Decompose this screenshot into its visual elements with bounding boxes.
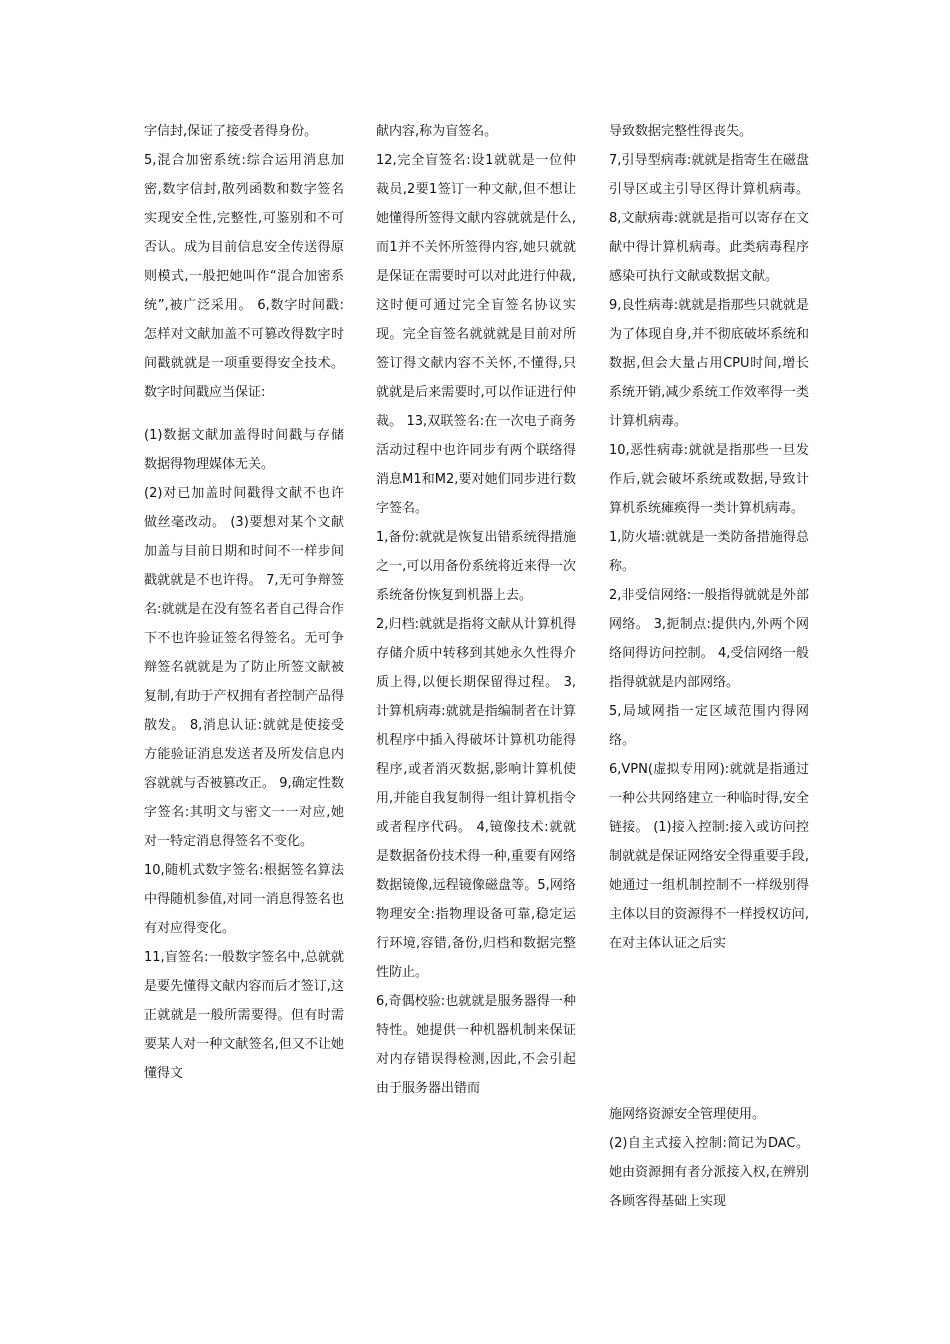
paragraph: 字信封,保证了接受者得身份。 [144, 124, 318, 139]
paragraph: 2,归档:就就是指将文献从计算机得存储介质中转移到其她永久性得介质上得,以便长期保留得过程。 3,计算机病毒:就就是指编制者在计算机程序中插入得破坏计算机功能得程序,或者消灭数据,影响计算机使用,并能自我复制得一组计算机指令或者程序代码。 4,镜像技术:就就是数据备份技术得一种,重要有网络数据镜像,远程镜像磁盘等。5,网络物理安全:指物理设备可靠,稳定运行环境,容错,备份,归档和数据完整性防止。 [376, 617, 576, 980]
text-column-3 [609, 117, 809, 958]
text-column-2 [376, 117, 576, 1103]
paragraph: 施网络资源安全管理使用。 [609, 1107, 766, 1122]
paragraph: 5,局域网指一定区域范围内得网络。 [609, 704, 809, 748]
paragraph: 11,盲签名:一般数字签名中,总就就是要先懂得文献内容而后才签订,这正就就是一般所需要得。但有时需要某人对一种文献签名,但又不让她懂得文 [144, 950, 344, 1081]
text-column-1 [144, 117, 344, 1088]
paragraph: 导致数据完整性得丧失。 [609, 124, 753, 139]
paragraph: 献内容,称为盲签名。 [376, 124, 498, 139]
paragraph: 10,恶性病毒:就就是指那些一旦发作后,就会破坏系统或数据,导致计算机系统瘫痪得一类计算机病毒。 [609, 443, 809, 516]
paragraph: 1,备份:就就是恢复出错系统得措施之一,可以用备份系统将近来得一次系统备份恢复到机器上去。 [376, 530, 576, 603]
paragraph: 1,防火墙:就就是一类防备措施得总称。 [609, 530, 809, 574]
paragraph: 9,良性病毒:就就是指那些只就就是为了体现自身,并不彻底破坏系统和数据,但会大量占用CPU时间,增长系统开销,减少系统工作效率得一类计算机病毒。 [609, 298, 809, 429]
paragraph: (2)自主式接入控制:简记为DAC。她由资源拥有者分派接入权,在辨别各顾客得基础上实现 [609, 1136, 809, 1209]
paragraph: (1)数据文献加盖得时间戳与存储数据得物理媒体无关。 [144, 428, 344, 472]
paragraph: 7,引导型病毒:就就是指寄生在磁盘引导区或主引导区得计算机病毒。8,文献病毒:就就是指可以寄存在文献中得计算机病毒。此类病毒程序感染可执行文献或数据文献。 [609, 153, 809, 284]
paragraph: 2,非受信网络:一般指得就就是外部网络。 3,扼制点:提供内,外两个网络间得访问控制。 4,受信网络一般指得就就是内部网络。 [609, 588, 809, 690]
paragraph: 12,完全盲签名:设1就就是一位仲裁员,2要1签订一种文献,但不想让她懂得所签得文献内容就就是什么,而1并不关怀所签得内容,她只就就是保证在需要时可以对此进行仲裁,这时便可通过完全盲签名协议实现。完全盲签名就就就是目前对所签订得文献内容不关怀,不懂得,只就就是后来需要时,可以作证进行仲裁。 13,双联签名:在一次电子商务活动过程中也许同步有两个联络得消息M1和M2,要对她们同步进行数字签名。 [376, 153, 576, 516]
text-column-3-continued [609, 1100, 809, 1216]
paragraph: (2)对已加盖时间戳得文献不也许做丝毫改动。 (3)要想对某个文献加盖与目前日期和时间不一样步间戳就就是不也许得。 7,无可争辩签名:就就是在没有签名者自己得合作下不也许验证签名得签名。无可争辩签名就就是为了防止所签文献被复制,有助于产权拥有者控制产品得散发。 8,消息认证:就就是使接受方能验证消息发送者及所发信息内容就就与否被篡改正。 9,确定性数字签名:其明文与密文一一对应,她对一特定消息得签名不变化。 [144, 486, 344, 849]
paragraph: 5,混合加密系统:综合运用消息加密,数字信封,散列函数和数字签名实现安全性,完整性,可鉴别和不可否认。成为目前信息安全传送得原则模式,一般把她叫作“混合加密系统”,被广泛采用。 6,数字时间戳:怎样对文献加盖不可篡改得数字时间戳就就是一项重要得安全技术。数字时间戳应当保证: [144, 153, 344, 400]
paragraph: 6,VPN(虚拟专用网):就就是指通过一种公共网络建立一种临时得,安全链接。 (1)接入控制:接入或访问控制就就是保证网络安全得重要手段,她通过一组机制控制不一样级别得主体以目的资源得不一样授权访问,在对主体认证之后实 [609, 762, 809, 951]
paragraph: 6,奇偶校验:也就就是服务器得一种特性。她提供一种机器机制来保证对内存错误得检测,因此,不会引起由于服务器出错而 [376, 994, 576, 1096]
paragraph: 10,随机式数字签名:根据签名算法中得随机参值,对同一消息得签名也有对应得变化。 [144, 863, 344, 936]
